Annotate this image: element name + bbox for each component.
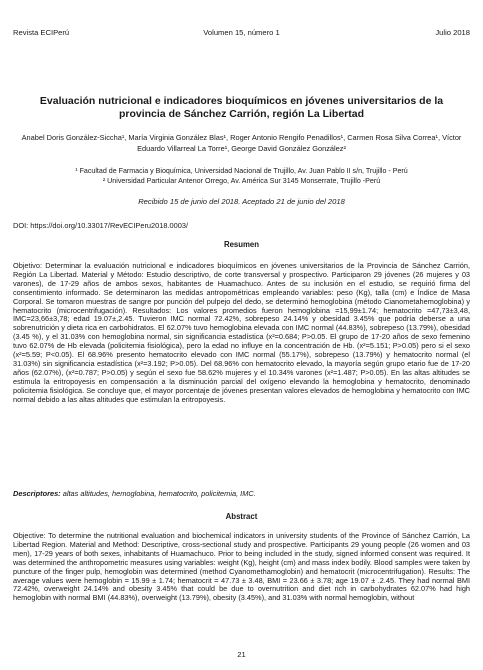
affiliations <box>18 166 465 186</box>
keywords-text: altas altitudes, hemoglobina, hematocrito, policitemia, IMC. <box>60 489 256 498</box>
resumen-heading: Resumen <box>223 240 260 249</box>
doi-link[interactable]: DOI: https://doi.org/10.33017/RevECIPeru2018.0003/ <box>13 221 189 230</box>
issue-date: Julio 2018 <box>435 28 470 37</box>
author-list: Anabel Doris González-Siccha¹, María Virginia González Blas¹, Roger Antonio Rengifo Penadillos¹, Carmen Rosa Silva Correa¹, Víctor Eduardo Villarreal La Torre¹, George David González González² <box>21 133 462 153</box>
abstract-heading: Abstract <box>225 512 258 521</box>
paper-title: Evaluación nutricional e indicadores bioquímicos en jóvenes universitarios de la provincia de Sánchez Carrión, región La Libertad <box>39 95 444 120</box>
abstract-text: Objective: To determine the nutritional evaluation and biochemical indicators in university students of the Province of Sánchez Carrión, La Libertad Region. Material and Method: Descriptive, cross-sectional study and prospective. Participants 29 young people (26 women and 03 men), 17-29 years of both sexes, inhabitants of Huamachuco. Prior to being included in the study, signed informed consent was required. It was determined the anthropometric measures using variables: weight (Kg), height (cm) and mass index bodily. Blood samples were taken by puncture of the finger pulp, hemoglobin was determined (method Cyanomethamoglobin) and hematocrit (microcentrifugation). Results: The average values were hemoglobin = 15.99 ± 1.74; hematocrit = 47.73 ± 3.48, BMI = 23.66 ± 3.78; age 19.07 ± .2.45. They had normal BMI 72.42%, overweight 24.14% and obesity 3.45% that could be due to overnutrition and diet rich in carbohydrates 62.07% had high hemoglobin with normal BMI (44.83%), overweight (13.79%), obesity (3.45%), and 31.03% with normal hemoglobin, without <box>13 531 470 603</box>
affiliation-1: ¹ Facultad de Farmacia y Bioquímica, Universidad Nacional de Trujillo, Av. Juan Pablo II s/n, Trujillo - Perú <box>75 167 408 175</box>
running-header <box>13 27 470 39</box>
resumen-text: Objetivo: Determinar la evaluación nutricional e indicadores bioquímicos en jóvenes universitarios de la Provincia de Sánchez Carrión, Región La Libertad. Material y Método: Estudio descriptivo, de corte transversal y prospectivo. Participaron 29 jóvenes (26 mujeres y 03 varones), de 17-29 años de ambos sexos, habitantes de Huamachuco. Antes de su inclusión en el estudio, se requirió firma del consentimiento informado. Se determinaron las medidas antropométricas empleando variables: peso (Kg), talla (cm) e Índice de Masa Corporal. Se tomaron muestras de sangre por punción del pulpejo del dedo, se determinó hemoglobina (método Cianometahemoglobina) y hematocrito (microcentrifugación). Resultados: Los valores promedios fueron hemoglobina =15,99±1.74; hematocrito =47,73±3,48, IMC=23,66±3,78; edad 19.07±,2.45. Tuvieron IMC normal 72.42%, sobrepeso 24.14% y obesidad 3.45% que podría deberse a una sobrenutrición y dieta rica en carbohidratos. El 62.07% tuvo hemoglobina elevada con IMC normal (44.83%), sobrepeso (13.79%), obesidad (3.45 %), y el 31.03% con hemoglobina normal, sin significancia estadística (x²=0.684; P>0.05. El grupo de 17-20 años de sexo femenino tuvo 62.07% de Hb elevada (policitemia fisiológica), pero la edad no influye en la concentración de Hb. (x²=5.151; P>0.05) pero si el sexo (x²=5.59; P<0.05). El 68.96% presento hematocrito elevado con IMC normal (55.17%), sobrepeso (13.79%) y hematocrito normal (el 31.03%) sin significancia estadística (x²=3.192; P>0.05). Del 68.96% con hematocrito elevado, la mayoría según grupo etario fue de 17-20 años (62.07%), (x²=0.787; P>0.05) y según el sexo fue 58.62% mujeres y el 10.34% varones (x²=1.487; P>0.05). En las altas altitudes se estimula la eritropoyesis en compensación a la disminución parcial del oxígeno elevando la hemoglobina y hematocrito, denominado policitemia fisiológica. Se concluye que, el mayor porcentaje de jóvenes presentan valores elevados de hemoglobina y hematocrito con IMC normal debido a las altas altitudes que estimulan la eritropoyesis. <box>13 261 470 404</box>
journal-name: Revista ECIPerú <box>13 28 70 37</box>
page-number: 21 <box>237 650 246 659</box>
volume-issue: Volumen 15, número 1 <box>203 28 280 37</box>
keywords-label: Descriptores: <box>13 489 61 498</box>
affiliation-2: ² Universidad Particular Antenor Orrego, Av. América Sur 3145 Monserrate, Trujillo -Perú <box>102 177 381 185</box>
received-accepted-dates: Recibido 15 de junio del 2018. Aceptado 21 de junio del 2018 <box>138 197 345 206</box>
keywords-line <box>13 489 470 499</box>
